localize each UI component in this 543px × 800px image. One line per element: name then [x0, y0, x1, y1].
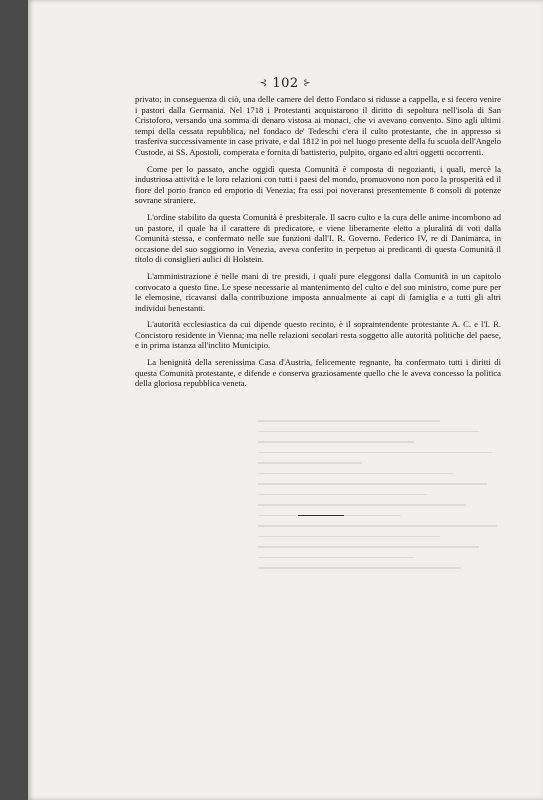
page-number-value: 102 [272, 76, 299, 91]
paragraph-2: Come per lo passato, anche oggidì questa Comunità è composta di negozianti, i quali, mercè la industriosa attività e le loro relazioni con tutti i paesi del mondo, promuovono non poco la prosperità ed il fiore del porto franco ed emporio di Venezia; fra essi poi noveransi presentemente 8 consoli di potenze sovrane straniere. [135, 163, 501, 206]
bleed-through-texture [258, 420, 518, 640]
ornament-left: ⊰ [259, 78, 268, 89]
paragraph-5: L'autorità ecclesiastica da cui dipende questo recinto, è il sopraintendente protestante A. C. e l'I. R. Concistoro residente in Vienna; ma nelle relazioni secolari resta soggetto alle autorità politiche del paese, e in prima istanza all'inclito Municipio. [135, 319, 501, 351]
paragraph-1: privato; in conseguenza di ciò, una delle camere del detto Fondaco si ridusse a cappella, e si fecero venire i pastori dalla Germania. Nel 1718 i Protestanti acquistarono il diritto di sepoltura nell'isola di San Cristoforo, versando una somma di denaro vistosa ai monaci, che vi avevano convento. Sino agli ultimi tempi della cessata repubblica, nel fondaco de' Tedeschi c'era il culto protestante, che in appresso si trasferiva successivamente in case private, e dal 1812 in poi nel luogo presente della fu scuola dell'Angelo Custode, ai SS. Apostoli, comperata e fornita di battisterio, pulpito, organo ed altri oggetti occorrenti. [135, 94, 501, 157]
paragraph-4: L'amministrazione è nelle mani di tre presidi, i quali pure eleggonsi dalla Comunità in un capitolo convocato a questo fine. Le spese necessarie al mantenimento del culto e del suo ministro, come pure per le elemosine, ricavansi dalla contribuzione imposta annualmente ai capi di famiglia e a tutti gli altri individui benestanti. [135, 270, 501, 313]
page-number [28, 76, 543, 91]
paragraph-3: L'ordine stabilito da questa Comunità è presbiterale. Il sacro culto e la cura delle anime incombono ad un pastore, il quale ha il carattere di predicatore, e viene liberamente eletto a pluralità di voti dalla Comunità stessa, e confermato nelle sue funzioni dall'I. R. Governo. Federico IV, re di Danimarca, in occasione del suo soggiorno in Venezia, aveva conferito in perpetuo ai predicanti di questa Comunità il titolo di consiglieri aulici di Holstein. [135, 211, 501, 265]
body-text [135, 94, 501, 395]
book-page [28, 0, 543, 800]
paragraph-6: La benignità della serenissima Casa d'Austria, felicemente regnante, ha confermato tutti i diritti di questa Comunità protestante, e difende e conserva graziosamente quello che le aveva concesso la politica della gloriosa repubblica veneta. [135, 357, 501, 389]
section-divider [298, 515, 344, 516]
ornament-right: ⊱ [303, 78, 312, 89]
